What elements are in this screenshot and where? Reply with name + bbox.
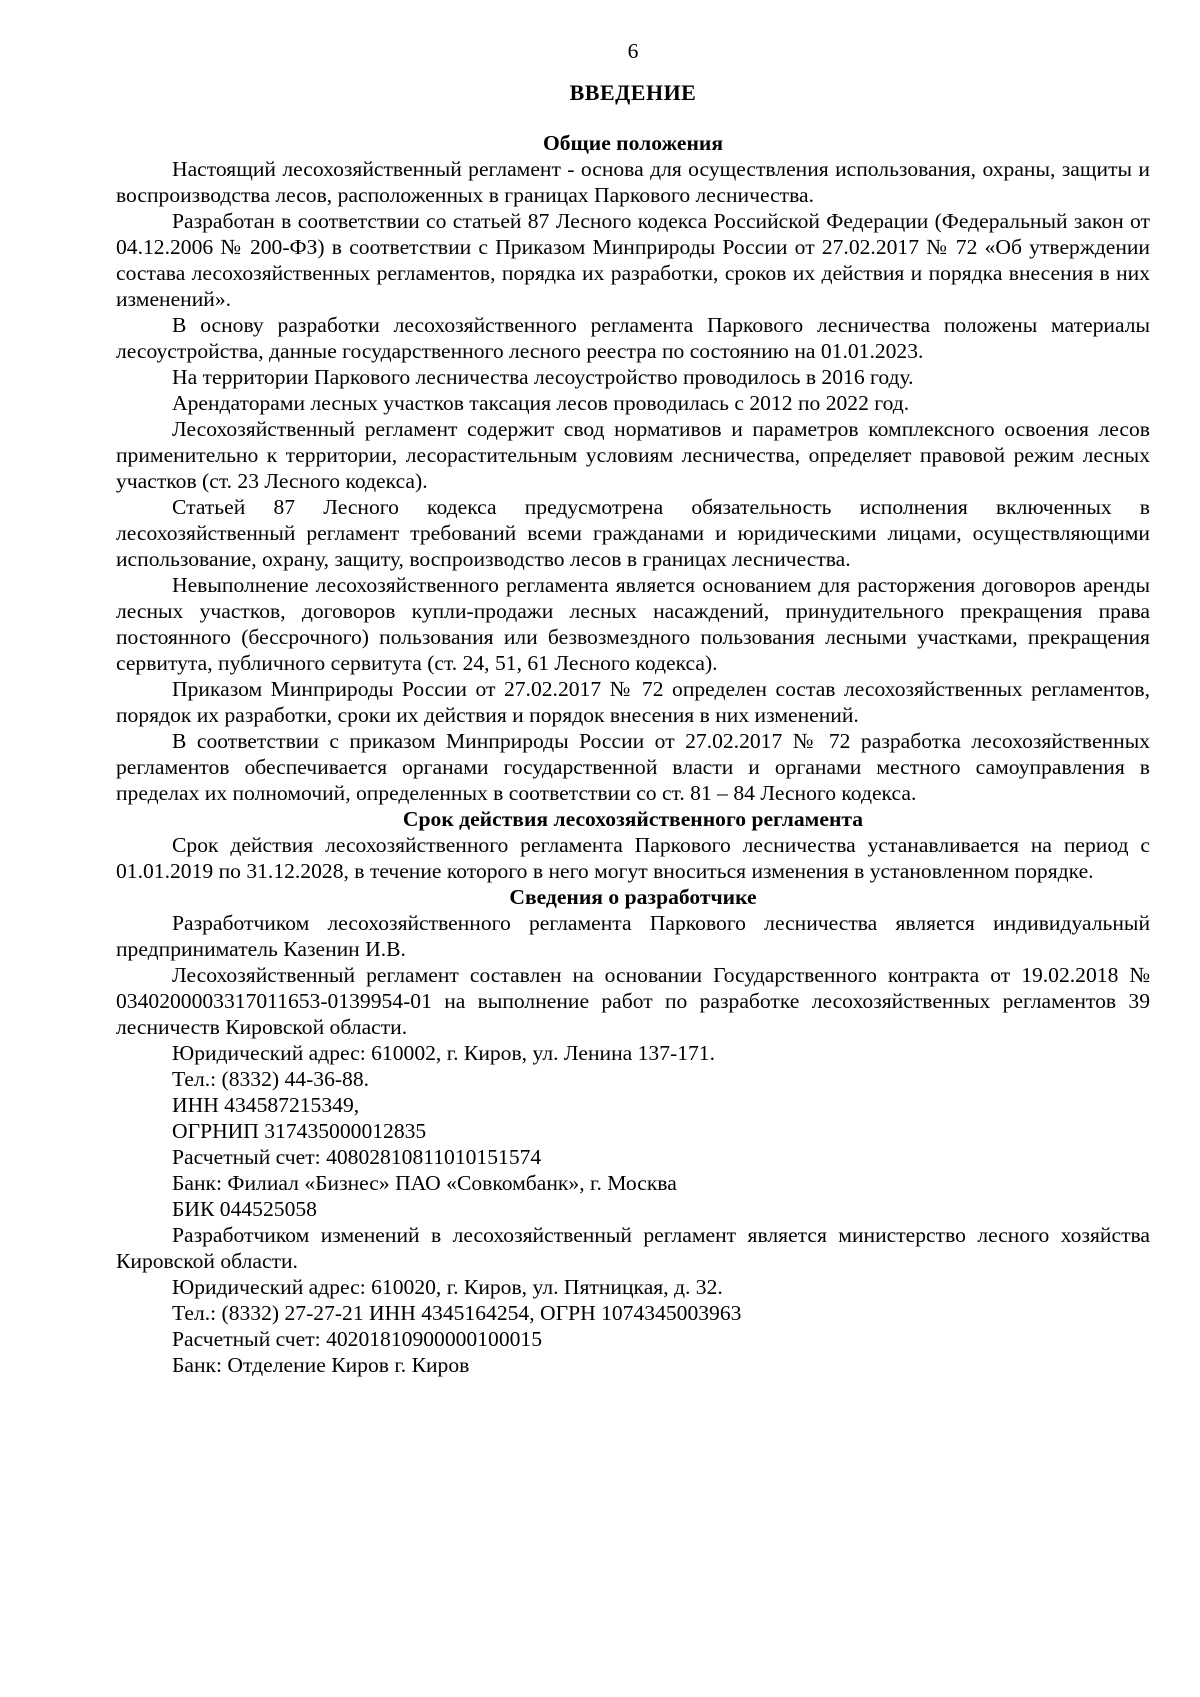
paragraph: Статьей 87 Лесного кодекса предусмотрена обязательность исполнения включенных в лесохозяйственный регламент требований всеми гражданами и юридическими лицами, осуществляющими использование, охрану, защиту, воспроизводство лесов в границах лесничества.	[116, 495, 1150, 571]
developer-inn: ИНН 434587215349,	[172, 1093, 360, 1117]
ministry-bank: Банк: Отделение Киров г. Киров	[172, 1353, 470, 1377]
developer-account: Расчетный счет: 40802810811010151574	[172, 1145, 542, 1169]
ministry-account: Расчетный счет: 40201810900000100015	[172, 1327, 543, 1351]
ministry-phone-inn-ogrn: Тел.: (8332) 27-27-21 ИНН 4345164254, ОГРН 1074345003963	[172, 1301, 742, 1325]
paragraph: Разработан в соответствии со статьей 87 Лесного кодекса Российской Федерации (Федеральный закон от 04.12.2006 № 200-ФЗ) в соответствии с Приказом Минприроды России от 27.02.2017 № 72 «Об утверждении состава лесохозяйственных регламентов, порядка их разработки, сроков их действия и порядка внесения в них изменений».	[116, 209, 1150, 311]
paragraph: Настоящий лесохозяйственный регламент - основа для осуществления использования, охраны, защиты и воспроизводства лесов, расположенных в границах Паркового лесничества.	[116, 157, 1150, 207]
paragraph: Приказом Минприроды России от 27.02.2017 № 72 определен состав лесохозяйственных регламентов, порядок их разработки, сроки их действия и порядок внесения в них изменений.	[116, 677, 1150, 727]
paragraph: Невыполнение лесохозяйственного регламента является основанием для расторжения договоров аренды лесных участков, договоров купли-продажи лесных насаждений, принудительного прекращения права постоянного (бессрочного) пользования или безвозмездного пользования лесными участками, прекращения сервитута, публичного сервитута (ст. 24, 51, 61 Лесного кодекса).	[116, 573, 1150, 675]
document-page	[116, 36, 1150, 1378]
section-heading-developer: Сведения о разработчике	[509, 885, 757, 909]
paragraph: В соответствии с приказом Минприроды России от 27.02.2017 № 72 разработка лесохозяйственных регламентов обеспечивается органами государственной власти и органами местного самоуправления в пределах их полномочий, определенных в соответствии со ст. 81 – 84 Лесного кодекса.	[116, 729, 1150, 805]
developer-phone: Тел.: (8332) 44-36-88.	[172, 1067, 370, 1091]
paragraph: Арендаторами лесных участков таксация лесов проводилась с 2012 по 2022 год.	[172, 391, 910, 415]
paragraph: В основу разработки лесохозяйственного регламента Паркового лесничества положены материалы лесоустройства, данные государственного лесного реестра по состоянию на 01.01.2023.	[116, 313, 1150, 363]
paragraph: Лесохозяйственный регламент составлен на основании Государственного контракта от 19.02.2018 № 0340200003317011653-0139954-01 на выполнение работ по разработке лесохозяйственных регламентов 39 лесничеств Кировской области.	[116, 963, 1150, 1039]
developer-address: Юридический адрес: 610002, г. Киров, ул. Ленина 137-171.	[172, 1041, 715, 1065]
ministry-address: Юридический адрес: 610020, г. Киров, ул. Пятницкая, д. 32.	[172, 1275, 723, 1299]
page-title: ВВЕДЕНИЕ	[569, 80, 697, 105]
section-heading-general: Общие положения	[542, 131, 724, 155]
developer-bik: БИК 044525058	[172, 1197, 317, 1221]
paragraph: На территории Паркового лесничества лесоустройство проводилось в 2016 году.	[172, 365, 914, 389]
developer-ogrnip: ОГРНИП 317435000012835	[172, 1119, 427, 1143]
developer-bank: Банк: Филиал «Бизнес» ПАО «Совкомбанк», г. Москва	[172, 1171, 677, 1195]
paragraph: Разработчиком лесохозяйственного регламента Паркового лесничества является индивидуальный предприниматель Казенин И.В.	[116, 911, 1150, 961]
section-heading-term: Срок действия лесохозяйственного регламента	[402, 807, 864, 831]
paragraph: Лесохозяйственный регламент содержит свод нормативов и параметров комплексного освоения лесов применительно к территории, лесорастительным условиям лесничества, определяет правовой режим лесных участков (ст. 23 Лесного кодекса).	[116, 417, 1150, 493]
paragraph: Разработчиком изменений в лесохозяйственный регламент является министерство лесного хозяйства Кировской области.	[116, 1223, 1150, 1273]
paragraph: Срок действия лесохозяйственного регламента Паркового лесничества устанавливается на период с 01.01.2019 по 31.12.2028, в течение которого в него могут вноситься изменения в установленном порядке.	[116, 833, 1150, 883]
page-number: 6	[627, 39, 639, 63]
